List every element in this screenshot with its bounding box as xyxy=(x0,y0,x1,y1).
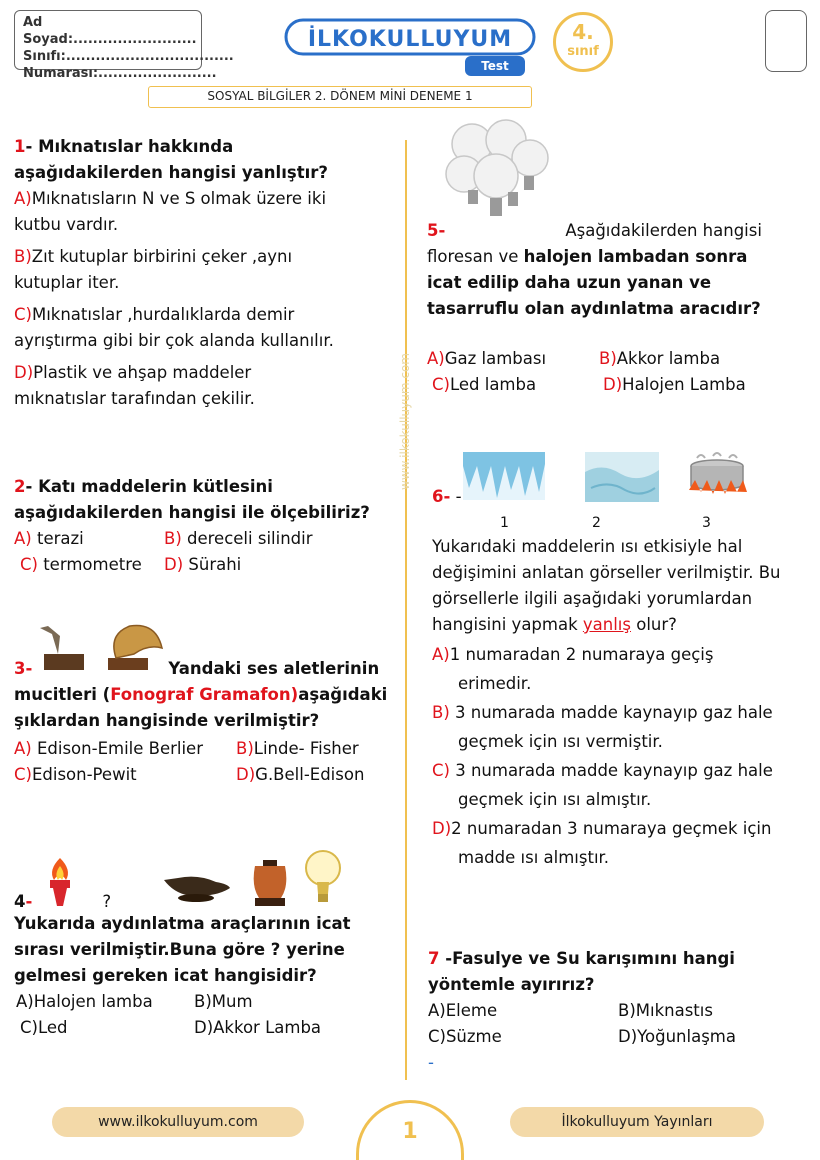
q4-option-c[interactable]: C)Led xyxy=(20,1018,68,1037)
q6-option-a[interactable] xyxy=(432,640,812,698)
q6-text-d2: olur? xyxy=(631,615,677,634)
column-divider xyxy=(405,140,407,1080)
q6-text-c: görsellerle ilgili aşağıdaki yorumlardan xyxy=(432,589,753,608)
score-box xyxy=(765,10,807,72)
q1-text-b: aşağıdakilerden hangisi yanlıştır? xyxy=(14,163,328,182)
option-text: 2 numaradan 3 numaraya geçmek için xyxy=(451,819,772,838)
q7-trailing-dash: - xyxy=(428,1053,434,1072)
option-letter: B) xyxy=(236,739,254,758)
option-letter: A) xyxy=(14,529,32,548)
q6-number: 6- xyxy=(432,487,451,506)
question-2 xyxy=(14,474,399,578)
q3-text-b-red: Fonograf Gramafon) xyxy=(110,685,299,704)
q4-dash: - xyxy=(25,892,33,911)
q5-number: 5- xyxy=(427,221,446,240)
q6-option-c[interactable] xyxy=(432,756,812,814)
q6-text-d1: hangisini yapmak xyxy=(432,615,583,634)
q5-option-b[interactable] xyxy=(599,346,720,372)
page-number: 1 xyxy=(356,1100,464,1160)
q4-text-b: sırası verilmiştir.Buna göre ? yerine xyxy=(14,940,345,959)
option-letter: C) xyxy=(14,305,32,324)
option-text: termometre xyxy=(37,555,142,574)
option-text: Edison-Pewit xyxy=(31,765,137,784)
q1-option-a[interactable] xyxy=(14,186,394,238)
option-text: Led lamba xyxy=(449,375,537,394)
option-text: Akkor lamba xyxy=(616,349,721,368)
q7-option-a[interactable]: A)Eleme xyxy=(428,1001,498,1020)
q5-text-c: icat edilip daha uzun yanan ve xyxy=(427,273,712,292)
led-bulbs-image xyxy=(440,118,550,228)
option-text: kutbu vardır. xyxy=(14,215,119,234)
option-text: mıknatıslar tarafından çekilir. xyxy=(14,389,255,408)
option-letter: A) xyxy=(432,645,450,664)
q3-text-a: Yandaki ses aletlerinin xyxy=(168,659,380,678)
option-text: madde ısı almıştır. xyxy=(458,848,610,867)
option-text: Mıknatısların N ve S olmak üzere iki xyxy=(31,189,327,208)
option-text: Zıt kutuplar birbirini çeker ,aynı xyxy=(31,247,293,266)
grade-badge xyxy=(553,12,613,72)
q1-option-c[interactable] xyxy=(14,302,394,354)
q6-text-b: değişimini anlatan görseller verilmiştir. Bu xyxy=(432,563,781,582)
q2-text-b: aşağıdakilerden hangisi ile ölçebiliriz? xyxy=(14,503,370,522)
name-field-label: Ad Soyad:......................... xyxy=(23,15,197,47)
option-letter: C) xyxy=(14,765,32,784)
question-1 xyxy=(14,134,394,412)
q4-option-a[interactable]: A)Halojen lamba xyxy=(16,992,153,1011)
number-field-label: Numarası:........................ xyxy=(23,66,217,81)
option-text: kutuplar iter. xyxy=(14,273,120,292)
grade-label: sınıf xyxy=(567,44,599,59)
option-letter: A) xyxy=(14,739,32,758)
q4-text-a: Yukarıda aydınlatma araçlarının icat xyxy=(14,914,351,933)
q5-option-d[interactable] xyxy=(603,372,746,398)
option-letter: B) xyxy=(14,247,32,266)
q7-text-a: -Fasulye ve Su karışımını hangi xyxy=(439,949,735,968)
q6-image-label-3: 3 xyxy=(702,515,711,531)
option-text: Gaz lambası xyxy=(444,349,547,368)
option-text: G.Bell-Edison xyxy=(255,765,365,784)
q5-text-a: Aşağıdakilerden hangisi xyxy=(565,221,762,240)
q7-option-b[interactable]: B)Mıknastıs xyxy=(618,1001,713,1020)
question-5 xyxy=(427,218,807,398)
question-3 xyxy=(14,656,399,788)
option-letter: D) xyxy=(164,555,184,574)
option-letter: C) xyxy=(20,555,38,574)
option-text: 3 numarada madde kaynayıp gaz hale xyxy=(449,703,773,722)
student-info-box xyxy=(14,10,234,81)
q6-image-label-1: 1 xyxy=(500,515,509,531)
q3-option-b[interactable] xyxy=(236,736,359,762)
option-text: dereceli silindir xyxy=(181,529,313,548)
option-letter: B) xyxy=(164,529,182,548)
q3-option-a[interactable] xyxy=(14,736,236,762)
option-letter: A) xyxy=(14,189,32,208)
q6-text-d-red: yanlış xyxy=(582,615,631,634)
option-text: erimedir. xyxy=(458,674,532,693)
option-text: geçmek için ısı vermiştir. xyxy=(458,732,663,751)
option-text: Mıknatıslar ,hurdalıklarda demir xyxy=(31,305,295,324)
q6-dash: - xyxy=(450,487,462,506)
q6-option-d[interactable] xyxy=(432,814,812,872)
svg-text:İLKOKULLUYUM: İLKOKULLUYUM xyxy=(307,27,513,52)
option-text: Plastik ve ahşap maddeler xyxy=(33,363,252,382)
option-text: 3 numarada madde kaynayıp gaz hale xyxy=(449,761,773,780)
q2-option-c[interactable] xyxy=(20,552,164,578)
q1-option-d[interactable] xyxy=(14,360,394,412)
q4-number: 4 xyxy=(14,892,26,911)
question-7 xyxy=(428,946,808,1076)
q2-option-d[interactable] xyxy=(164,552,241,578)
option-text: 1 numaradan 2 numaraya geçiş xyxy=(449,645,714,664)
q7-number: 7 xyxy=(428,949,440,968)
q1-option-b[interactable] xyxy=(14,244,394,296)
q4-text-c: gelmesi gereken icat hangisidir? xyxy=(14,966,317,985)
q6-image-label-2: 2 xyxy=(592,515,601,531)
q4-option-d[interactable]: D)Akkor Lamba xyxy=(194,1018,322,1037)
option-text: ayrıştırma gibi bir çok alanda kullanılır. xyxy=(14,331,334,350)
q3-option-c[interactable] xyxy=(14,762,236,788)
q3-option-d[interactable] xyxy=(236,762,364,788)
option-letter: C) xyxy=(432,375,450,394)
q2-option-a[interactable] xyxy=(14,526,164,552)
q3-dash: - xyxy=(25,659,33,678)
q1-text-a: - Mıknatıslar hakkında xyxy=(25,137,234,156)
q6-option-b[interactable] xyxy=(432,698,812,756)
option-letter: B) xyxy=(599,349,617,368)
option-letter: D) xyxy=(14,363,34,382)
option-text: terazi xyxy=(31,529,84,548)
q2-text-a: - Katı maddelerin kütlesini xyxy=(25,477,273,496)
q7-text-b: yöntemle ayırırız? xyxy=(428,975,595,994)
option-letter: B) xyxy=(432,703,450,722)
option-letter: C) xyxy=(432,761,450,780)
option-letter: D) xyxy=(603,375,623,394)
q4-question-mark: ? xyxy=(102,892,112,911)
q5-text-b-bold: halojen lambadan sonra xyxy=(523,247,748,266)
grade-number: 4. xyxy=(572,20,594,44)
option-text: Edison-Emile Berlier xyxy=(31,739,203,758)
option-letter: D) xyxy=(432,819,452,838)
q3-text-b2: aşağıdaki xyxy=(298,685,388,704)
q7-option-c[interactable]: C)Süzme xyxy=(428,1027,502,1046)
option-letter: D) xyxy=(236,765,256,784)
q4-option-b[interactable]: B)Mum xyxy=(194,992,253,1011)
q7-option-d[interactable]: D)Yoğunlaşma xyxy=(618,1027,736,1046)
q2-option-b[interactable] xyxy=(164,526,313,552)
q5-text-d: tasarruflu olan aydınlatma aracıdır? xyxy=(427,299,761,318)
option-text: geçmek için ısı almıştır. xyxy=(458,790,652,809)
footer-website[interactable]: www.ilkokulluyum.com xyxy=(52,1107,304,1137)
site-logo xyxy=(280,8,540,78)
question-6 xyxy=(432,484,812,872)
q1-number: 1 xyxy=(14,137,26,156)
q3-number: 3 xyxy=(14,659,26,678)
page-title: SOSYAL BİLGİLER 2. DÖNEM MİNİ DENEME 1 xyxy=(148,86,532,108)
logo-badge: Test xyxy=(481,59,509,73)
option-text: Sürahi xyxy=(183,555,242,574)
q5-option-c[interactable] xyxy=(427,372,603,398)
option-text: Linde- Fisher xyxy=(253,739,359,758)
q5-text-b1: floresan ve xyxy=(427,247,524,266)
question-4 xyxy=(14,893,399,1041)
option-letter: A) xyxy=(427,349,445,368)
footer-publisher: İlkokulluyum Yayınları xyxy=(510,1107,764,1137)
q5-option-a[interactable] xyxy=(427,346,599,372)
q6-text-a: Yukarıdaki maddelerin ısı etkisiyle hal xyxy=(432,537,743,556)
q2-number: 2 xyxy=(14,477,26,496)
class-field-label: Sınıfı:.................................. xyxy=(23,49,234,64)
watermark-text: www.ilkokulluyum.com xyxy=(398,353,412,490)
option-text: Halojen Lamba xyxy=(622,375,746,394)
q3-text-b1: mucitleri ( xyxy=(14,685,111,704)
q3-text-c: şıklardan hangisinde verilmiştir? xyxy=(14,711,320,730)
